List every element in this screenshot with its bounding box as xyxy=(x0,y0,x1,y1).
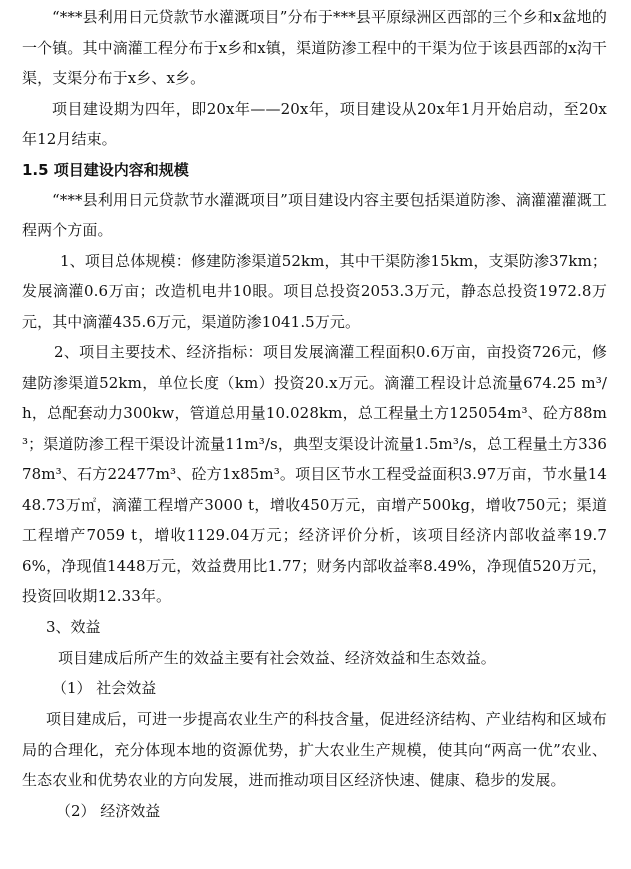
paragraph-benefits-summary: 项目建成后所产生的效益主要有社会效益、经济效益和生态效益。 xyxy=(58,648,496,667)
list-item-benefits: 3、效益 xyxy=(46,617,101,636)
section-heading-1-5: 1.5 项目建设内容和规模 xyxy=(22,160,189,179)
paragraph-social-benefits: 项目建成后，可进一步提高农业生产的科技含量，促进经济结构、产业结构和区域布局的合理化，充分体现本地的资源优势，扩大农业生产规模，使其向“两高一优”农业、生态农业和优势农业的方向发展，进而推动项目区经济快速、健康、稳步的发展。 xyxy=(22,710,607,789)
paragraph-construction-content: “***县利用日元贷款节水灌溉项目”项目建设内容主要包括渠道防渗、滴灌灌灌溉工程两个方面。 xyxy=(22,190,607,239)
paragraph-construction-period: 项目建设期为四年，即20x年——20x年，项目建设从20x年1月开始启动，至20x年12月结束。 xyxy=(22,99,607,148)
paragraph-technical-economic-indicators: 2、项目主要技术、经济指标：项目发展滴灌工程面积0.6万亩，亩投资726元，修建防渗渠道52km，单位长度（km）投资20.x万元。滴灌工程设计总流量674.25 m³/h，总配套动力300kw，管道总用量10.028km，总工程量土方125054m³、砼方88m³；渠道防渗工程干渠设计流量11m³/s，典型支渠设计流量1.5m³/s，总工程量土方33678m³、石方22477m³、砼方1x85m³。项目区节水工程受益面积3.97万亩，节水量1448.73万㎡，滴灌工程增产3000 t，增收450万元，亩增产500kg，增收750元；渠道工程增产7059 t，增收1129.04万元；经济评价分析，该项目经济内部收益率19.76%，净现值1448万元，效益费用比1.77；财务内部收益率8.49%，净现值520万元，投资回收期12.33年。 xyxy=(22,343,607,605)
list-item-economic-benefits: （2） 经济效益 xyxy=(56,801,161,820)
paragraph-project-distribution: “***县利用日元贷款节水灌溉项目”分布于***县平原绿洲区西部的三个乡和x盆地的一个镇。其中滴灌工程分布于x乡和x镇，渠道防渗工程中的干渠为位于该县西部的x沟干渠，支渠分布于x乡、x乡。 xyxy=(22,8,607,87)
list-item-social-benefits: （1） 社会效益 xyxy=(52,679,157,697)
paragraph-overall-scale: 1、项目总体规模：修建防渗渠道52km，其中干渠防渗15km，支渠防渗37km；发展滴灌0.6万亩；改造机电井10眼。项目总投资2053.3万元，静态总投资1972.8万元，其中滴灌435.6万元，渠道防渗1041.5万元。 xyxy=(22,251,607,331)
